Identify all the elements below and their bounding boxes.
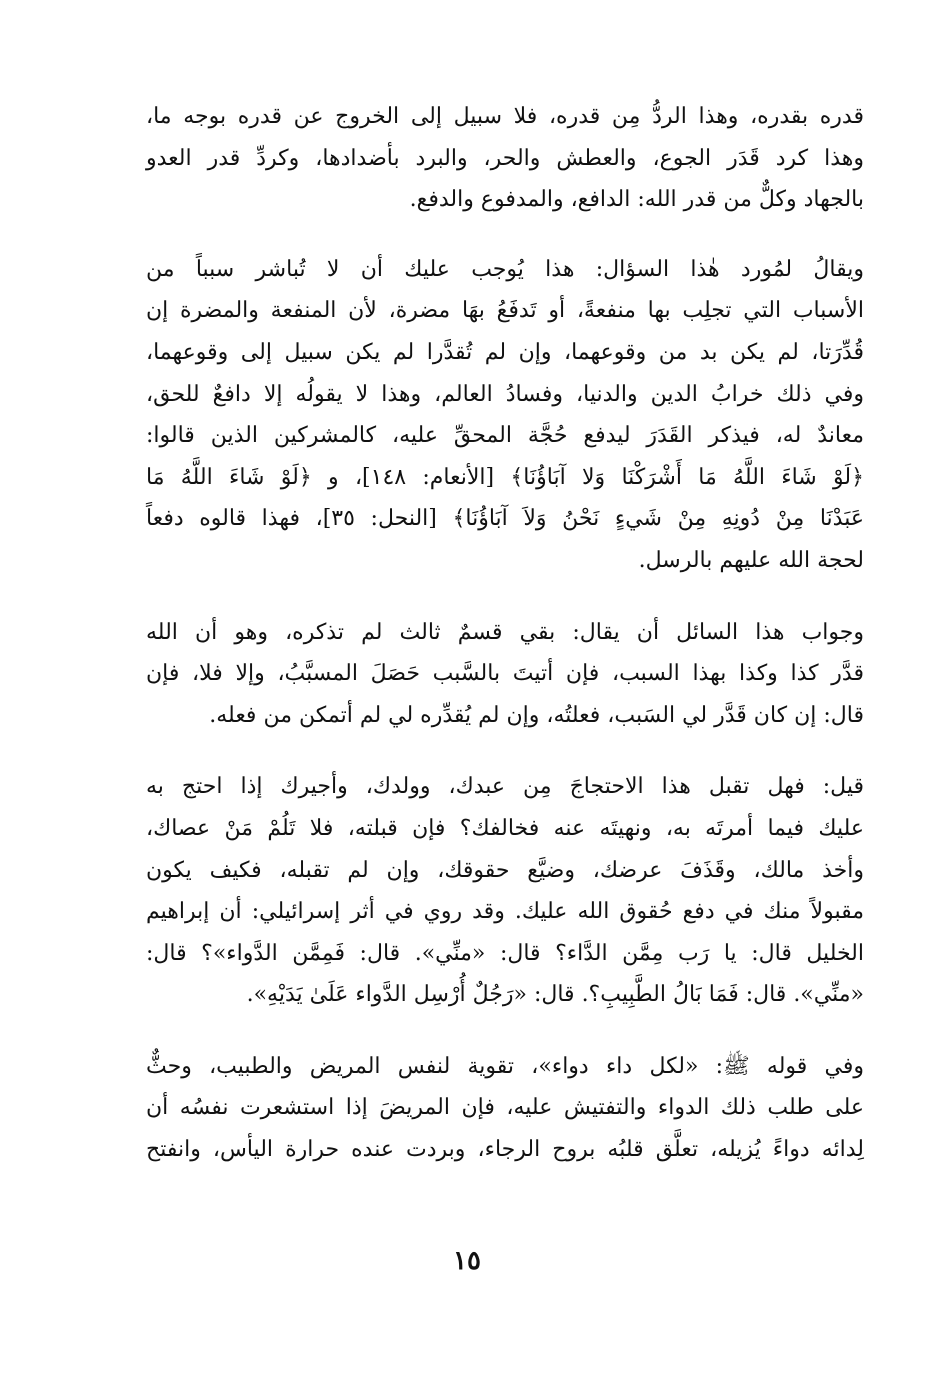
- text-line: مقبولاً منك في دفع حُقوق الله عليك. وقد روي في أثر إسرائيلي: أن إبراهيم: [146, 899, 864, 925]
- text-line: على طلب ذلك الدواء والتفتيش عليه، فإن المريضَ إذا استشعرت نفسُه أن: [146, 1095, 864, 1121]
- paragraph-2: [146, 249, 864, 582]
- paragraph-4: [146, 766, 864, 1016]
- text-line: وهذا كرد قَدَر الجوع، والعطش والحر، والبرد بأضدادها، وكردِّ قدر العدو: [146, 145, 864, 171]
- text-line: بالجهاد وكلٌّ من قدر الله: الدافع، والمدفوع والدفع.: [409, 187, 864, 213]
- text-line: قدَّر كذا وكذا بهذا السبب، فإن أتيتَ بالسَّبب حَصَلَ المسبَّبُ، وإلا فلا، فإن: [146, 661, 864, 687]
- text-line: وأخذ مالك، وقَذَفَ عرضك، وضيَّع حقوقك، وإن لم تقبله، فكيف يكون: [146, 857, 864, 883]
- text-line: قدره بقدره، وهذا الردُّ مِن قدره، فلا سبيل إلى الخروج عن قدره بوجه ما،: [146, 104, 864, 129]
- quran-quote-line: عَبَدْنَا مِنْ دُونِهِ مِنْ شَيءٍ نَحْنُ وَلاَ آبَاؤُنَا﴾ [النحل: ٣٥]، فهذا قالوه دفعاً: [146, 506, 864, 532]
- paragraph-3: [146, 612, 864, 737]
- text-line: معاندٌ له، فيذكر القَدَرَ ليدفع حُجَّة المحقِّ عليه، كالمشركين الذين قالوا:: [146, 423, 864, 449]
- paragraph-5: [146, 1046, 864, 1171]
- text-line: «منِّي». قال: فَمَا بَالُ الطَّبِيبِ؟. قال: «رَجُلٌ أُرْسِل الدَّواء عَلَىٰ يَدَيْهِ».: [246, 982, 864, 1008]
- text-line: قيل: فهل تقبل هذا الاحتجاجَ مِن عبدك، وولدك، وأجيرك إذا احتج به: [146, 774, 864, 800]
- text-line: وفي ذلك خرابُ الدين والدنيا، وفسادُ العالم، وهذا لا يقولُه إلا دافعٌ للحق،: [146, 381, 864, 407]
- text-line: الخليل قال: يا رَب مِمَّن الدَّاء؟ قال: «منِّي». قال: فَمِمَّن الدَّواء»؟ قال:: [146, 940, 864, 966]
- text-line: لحجة الله عليهم بالرسل.: [638, 547, 864, 573]
- text-line: وجواب هذا السائل أن يقال: بقي قسمٌ ثالث لم تذكره، وهو أن الله: [146, 619, 864, 645]
- quran-quote-line: ﴿لَوْ شَاءَ اللَّهُ مَا أَشْرَكْنَا وَلا آبَاؤُنَا﴾ [الأنعام: ١٤٨]، و ﴿لَوْ شَاءَ اللَّهُ مَا: [146, 464, 864, 490]
- text-line: الأسباب التي تجلِب بها منفعةً، أو تَدفَعُ بهَا مضرة، لأن المنفعة والمضرة إن: [146, 298, 864, 324]
- text-line: قال: إن كان قَدَّر لي السَبب، فعلتُه، وإن لم يُقدِّره لي لم أتمكن من فعله.: [209, 702, 864, 728]
- page-number: ١٥: [453, 1246, 481, 1276]
- text-line: ويقالُ لمُورد هٰذا السؤال: هذا يُوجب عليك أن لا تُباشر سبباً من: [146, 256, 864, 282]
- text-line: لِدائه دواءً يُزيله، تعلَّق قلبُه بروح الرجاء، وبردت عنده حرارة اليأس، وانفتح: [146, 1137, 864, 1163]
- page-body: [146, 96, 864, 1201]
- text-line: عليك فيما أمرتَه به، ونهيتَه عنه فخالفك؟ فإن قبلته، فلا تَلُمْ مَنْ عصاك،: [146, 815, 864, 841]
- text-line: وفي قوله ﷺ: «لكل داء دواء»، تقوية لنفس المريض والطبيب، وحثٌّ: [146, 1053, 864, 1079]
- text-line: قُدِّرَتا، لم يكن بد من وقوعهما، وإن لم تُقدَّرا لم يكن سبيل إلى وقوعهما،: [146, 339, 864, 365]
- paragraph-1: [146, 96, 864, 221]
